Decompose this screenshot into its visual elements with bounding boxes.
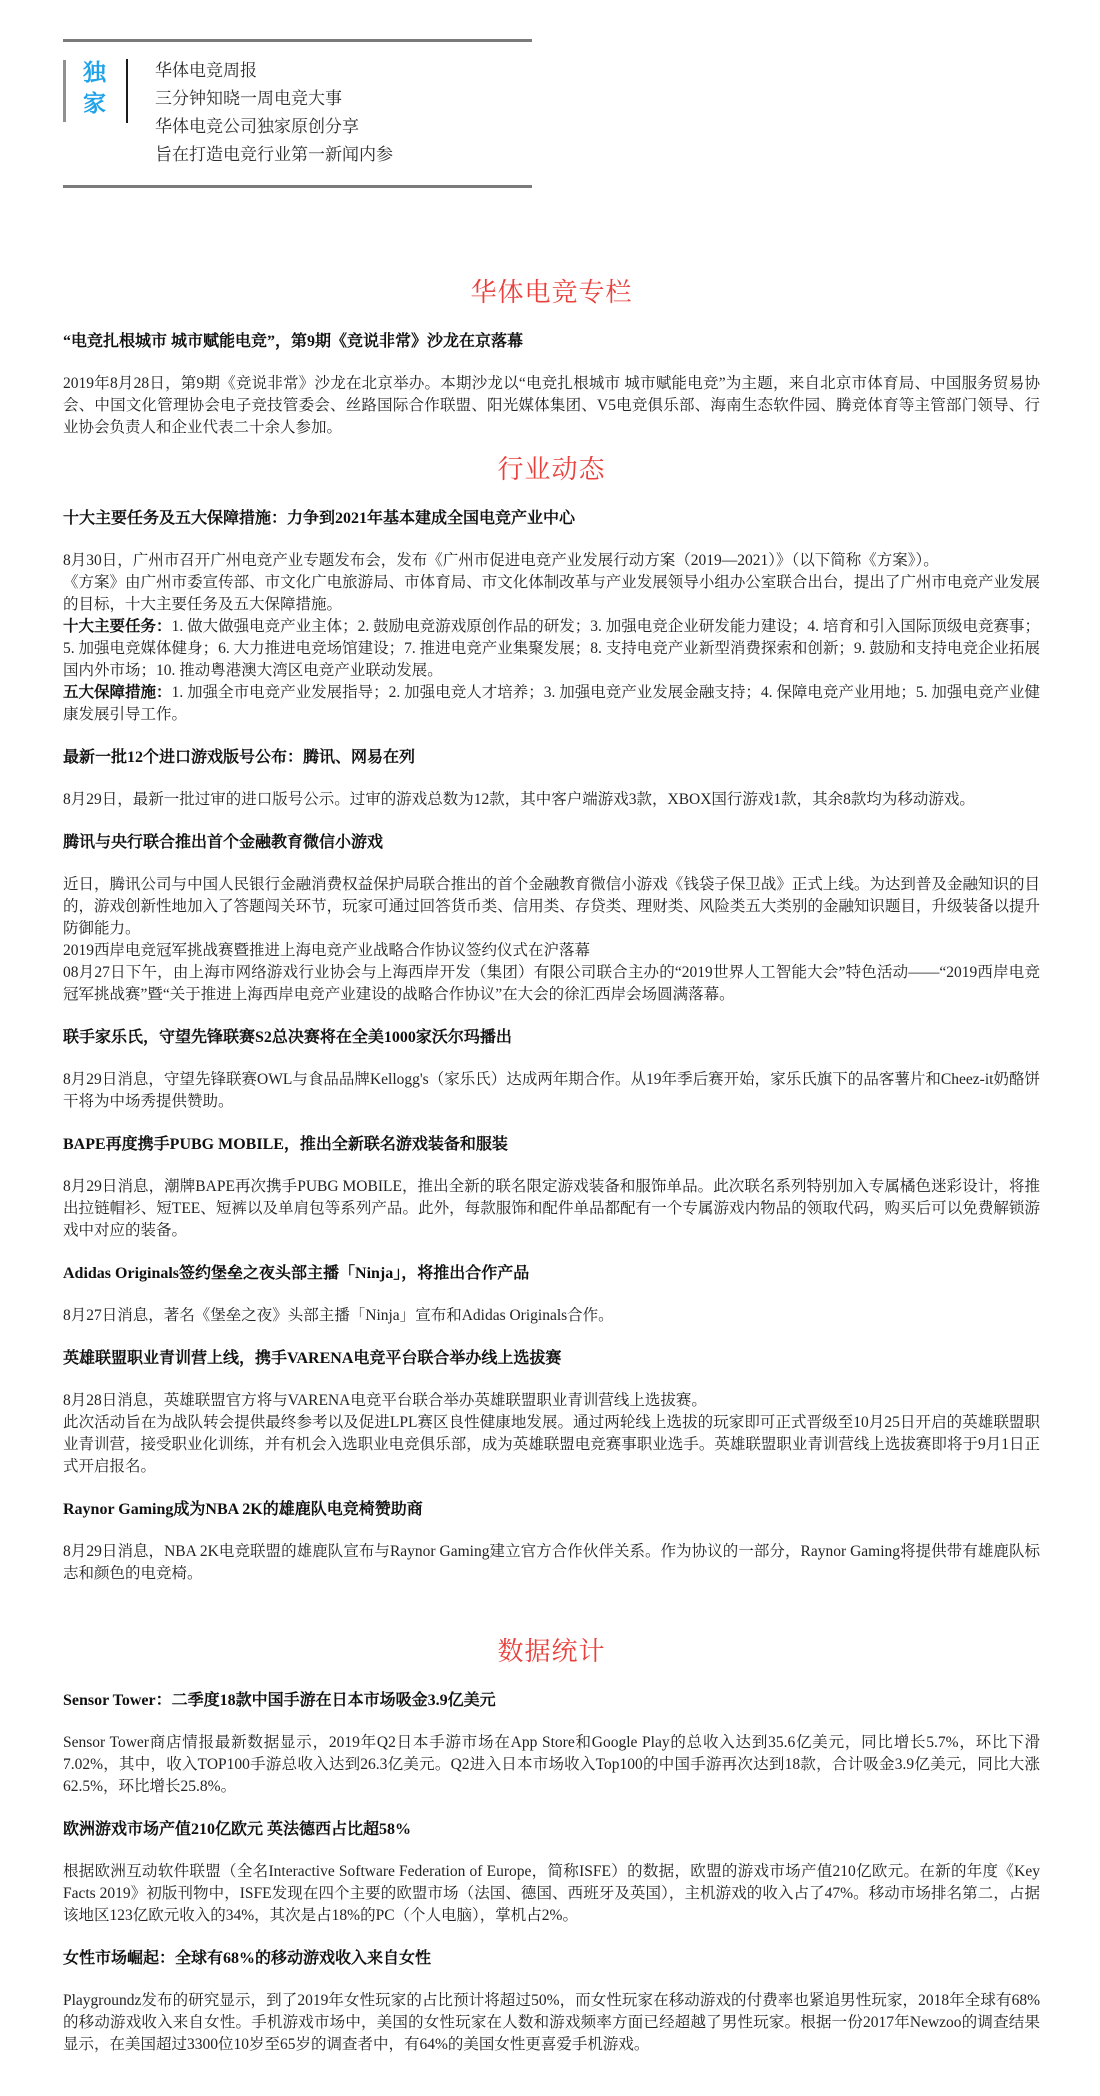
article [63,1690,1040,1798]
masthead [63,39,532,188]
article [63,1819,1040,1927]
article-paragraph: 近日，腾讯公司与中国人民银行金融消费权益保护局联合推出的首个金融教育微信小游戏《钱袋子保卫战》正式上线。为达到普及金融知识的目的，游戏创新性地加入了答题闯关环节，玩家可通过回答货币类、信用类、存贷类、理财类、风险类五大类别的金融知识题目，升级装备以提升防御能力。 [63,876,1040,937]
article-paragraph: 十大主要任务：1. 做大做强电竞产业主体；2. 鼓励电竞游戏原创作品的研发；3. 加强电竞企业研发能力建设；4. 培育和引入国际顶级电竞赛事；5. 加强电竞媒体健身；6. 大力推进电竞场馆建设；7. 推进电竞产业集聚发展；8. 支持电竞产业新型消费探索和创新；9. 鼓励和支持电竞企业拓展国内外市场；10. 推动粤港澳大湾区电竞产业联动发展。 [63,618,1040,679]
article-paragraph: 《方案》由广州市委宣传部、市文化广电旅游局、市体育局、市文化体制改革与产业发展领导小组办公室联合出台，提出了广州市电竞产业发展的目标，十大主要任务及五大保障措施。 [63,574,1040,613]
article-paragraph: 8月29日消息，守望先锋联赛OWL与食品品牌Kellogg's（家乐氏）达成两年期合作。从19年季后赛开始，家乐氏旗下的品客薯片和Cheez-it奶酪饼干将为中场秀提供赞助。 [63,1071,1040,1110]
article-title: “电竞扎根城市 城市赋能电竞”，第9期《竞说非常》沙龙在京落幕 [63,333,524,350]
section-heading: 数据统计 [497,1637,606,1666]
masthead-bottom-rule [63,185,532,188]
paragraph-bold-lead: 五大保障措施： [63,684,172,701]
article-title: 十大主要任务及五大保障措施：力争到2021年基本建成全国电竞产业中心 [63,510,576,527]
article [63,1499,1040,1585]
tagline-line-4: 旨在打造电竞行业第一新闻内参 [155,145,393,164]
article-title: BAPE再度携手PUBG MOBILE，推出全新联名游戏装备和服装 [63,1136,508,1153]
section-heading: 华体电竞专栏 [470,278,633,307]
article [63,1263,1040,1327]
section-heading: 行业动态 [497,455,606,484]
logo-char-top: 独 [83,59,106,85]
article-paragraph: 2019西岸电竞冠军挑战赛暨推进上海电竞产业战略合作协议签约仪式在沪落幕 [63,942,591,959]
section-2 [63,1635,1040,2056]
article-title: 联手家乐氏，守望先锋联赛S2总决赛将在全美1000家沃尔玛播出 [63,1029,512,1046]
article-paragraph: 8月29日，最新一批过审的进口版号公示。过审的游戏总数为12款，其中客户端游戏3款，XBOX国行游戏1款，其余8款均为移动游戏。 [63,791,975,808]
article-paragraph: 08月27日下午，由上海市网络游戏行业协会与上海西岸开发（集团）有限公司联合主办的“2019世界人工智能大会”特色活动——“2019西岸电竞冠军挑战赛”暨“关于推进上海西岸电竞产业建设的战略合作协议”在大会的徐汇西岸会场圆满落幕。 [63,964,1040,1003]
article-paragraph: Playgroundz发布的研究显示，到了2019年女性玩家的占比预计将超过50%，而女性玩家在移动游戏的付费率也紧追男性玩家，2018年全球有68%的移动游戏收入来自女性。手机游戏市场中，美国的女性玩家在人数和游戏频率方面已经超越了男性玩家。根据一份2017年Newzoo的调查结果显示，在美国超过3300位10岁至65岁的调查者中，有64%的美国女性更喜爱手机游戏。 [63,1992,1040,2053]
article-paragraph: 8月29日消息，潮牌BAPE再次携手PUBG MOBILE，推出全新的联名限定游戏装备和服饰单品。此次联名系列特别加入专属橘色迷彩设计，将推出拉链帽衫、短TEE、短裤以及单肩包等系列产品。此外，每款服饰和配件单品都配有一个专属游戏内物品的领取代码，购买后可以免费解锁游戏中对应的装备。 [63,1178,1040,1239]
masthead-inner [63,42,532,185]
article-paragraph: 8月30日，广州市召开广州电竞产业专题发布会，发布《广州市促进电竞产业发展行动方案（2019—2021）》（以下简称《方案》）。 [63,552,939,569]
article-paragraph: 8月27日消息，著名《堡垒之夜》头部主播「Ninja」宣布和Adidas Originals合作。 [63,1307,614,1324]
article-title: 腾讯与央行联合推出首个金融教育微信小游戏 [63,834,384,851]
paragraph-bold-lead: 十大主要任务： [63,618,172,635]
article [63,832,1040,1006]
tagline-line-3: 华体电竞公司独家原创分享 [155,117,359,136]
article [63,331,1040,439]
tagline-line-2: 三分钟知晓一周电竞大事 [155,89,342,108]
article-title: Sensor Tower：二季度18款中国手游在日本市场吸金3.9亿美元 [63,1692,496,1709]
article-title: 最新一批12个进口游戏版号公布：腾讯、网易在列 [63,749,416,766]
logo-char-bottom: 家 [83,90,106,116]
article-paragraph: 五大保障措施：1. 加强全市电竞产业发展指导；2. 加强电竞人才培养；3. 加强电竞产业发展金融支持；4. 保障电竞产业用地；5. 加强电竞产业健康发展引导工作。 [63,684,1040,723]
article-paragraph: 8月28日消息，英雄联盟官方将与VARENA电竞平台联合举办英雄联盟职业青训营线上选拔赛。 [63,1392,707,1409]
article [63,1027,1040,1113]
article-paragraph: 8月29日消息，NBA 2K电竞联盟的雄鹿队宣布与Raynor Gaming建立官方合作伙伴关系。作为协议的一部分，Raynor Gaming将提供带有雄鹿队标志和颜色的电竞椅。 [63,1543,1040,1582]
article [63,508,1040,726]
article-paragraph: 此次活动旨在为战队转会提供最终参考以及促进LPL赛区良性健康地发展。通过两轮线上选拔的玩家即可正式晋级至10月25日开启的英雄联盟职业青训营，接受职业化训练，并有机会入选职业电竞俱乐部，成为英雄联盟电竞赛事职业选手。英雄联盟职业青训营线上选拔赛即将于9月1日正式开启报名。 [63,1414,1040,1475]
article-title: Adidas Originals签约堡垒之夜头部主播「Ninja」，将推出合作产品 [63,1265,530,1282]
article-title: 英雄联盟职业青训营上线，携手VARENA电竞平台联合举办线上选拔赛 [63,1350,562,1367]
article-paragraph: 根据欧洲互动软件联盟（全名Interactive Software Federation of Europe，简称ISFE）的数据，欧盟的游戏市场产值210亿欧元。在新的年度《Key Facts 2019》初版刊物中，ISFE发现在四个主要的欧盟市场（法国、德国、西班牙及英国），主机游戏的收入占了47%。移动市场排名第二，占据该地区123亿欧元收入的34%，其次是占18%的PC（个人电脑），掌机占2%。 [63,1863,1040,1924]
section-0 [63,276,1040,439]
exclusive-logo [66,57,126,119]
masthead-taglines [128,57,393,169]
tagline-line-1: 华体电竞周报 [155,61,257,80]
article-title: 女性市场崛起：全球有68%的移动游戏收入来自女性 [63,1950,432,1967]
article [63,1348,1040,1478]
section-1 [63,453,1040,1585]
article-paragraph: 2019年8月28日，第9期《竞说非常》沙龙在北京举办。本期沙龙以“电竞扎根城市 城市赋能电竞”为主题，来自北京市体育局、中国服务贸易协会、中国文化管理协会电子竞技管委会、丝路国际合作联盟、阳光媒体集团、V5电竞俱乐部、海南生态软件园、腾竞体育等主管部门领导、行业协会负责人和企业代表二十余人参加。 [63,375,1040,436]
article-title: 欧洲游戏市场产值210亿欧元 英法德西占比超58% [63,1821,412,1838]
article-title: Raynor Gaming成为NBA 2K的雄鹿队电竞椅赞助商 [63,1501,423,1518]
article-paragraph: Sensor Tower商店情报最新数据显示，2019年Q2日本手游市场在App Store和Google Play的总收入达到35.6亿美元，同比增长5.7%，环比下滑7.02%，其中，收入TOP100手游总收入达到26.3亿美元。Q2进入日本市场收入Top100的中国手游再次达到18款，合计吸金3.9亿美元，同比大涨62.5%，环比增长25.8%。 [63,1734,1040,1795]
article [63,1948,1040,2056]
article [63,1134,1040,1242]
article [63,747,1040,811]
newsletter-content [0,276,1100,2096]
